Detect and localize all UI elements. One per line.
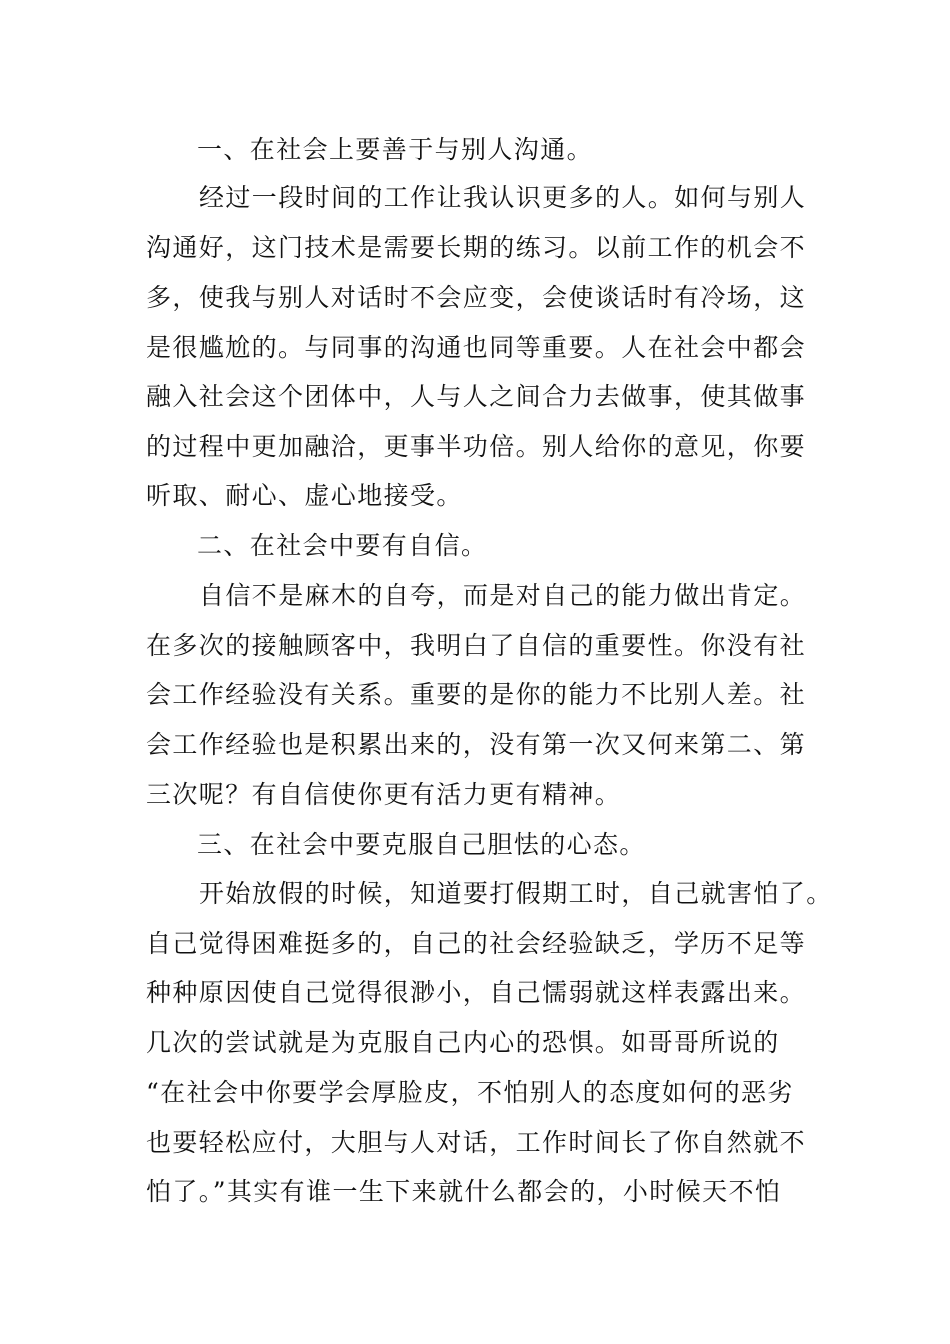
section-heading-3: 三、在社会中要克服自己胆怯的心态。 xyxy=(197,830,646,859)
paragraph-line: 会工作经验也是积累出来的，没有第一次又何来第二、第 xyxy=(146,730,807,759)
paragraph-line: 开始放假的时候，知道要打假期工时，自己就害怕了。 xyxy=(199,879,833,908)
section-heading-2: 二、在社会中要有自信。 xyxy=(197,531,488,560)
paragraph-line: 多，使我与别人对话时不会应变，会使谈话时有冷场，这 xyxy=(146,283,807,312)
paragraph-line: 怕了。”其实有谁一生下来就什么都会的，小时候天不怕 xyxy=(146,1177,782,1206)
section-heading-1: 一、在社会上要善于与别人沟通。 xyxy=(197,135,594,164)
paragraph-line: 经过一段时间的工作让我认识更多的人。如何与别人 xyxy=(199,183,807,212)
paragraph-line: 种种原因使自己觉得很渺小，自己懦弱就这样表露出来。 xyxy=(146,978,807,1007)
paragraph-line: 也要轻松应付，大胆与人对话，工作时间长了你自然就不 xyxy=(146,1128,807,1157)
paragraph-line: 的过程中更加融洽，更事半功倍。别人给你的意见，你要 xyxy=(146,432,807,461)
paragraph-line: 会工作经验没有关系。重要的是你的能力不比别人差。社 xyxy=(146,680,807,709)
paragraph-line: 自信不是麻木的自夸，而是对自己的能力做出肯定。 xyxy=(199,581,807,610)
paragraph-line: 在多次的接触顾客中，我明白了自信的重要性。你没有社 xyxy=(146,631,807,660)
paragraph-line: 听取、耐心、虚心地接受。 xyxy=(146,481,463,510)
paragraph-line: “在社会中你要学会厚脸皮，不怕别人的态度如何的恶劣 xyxy=(146,1078,794,1107)
paragraph-line: 自己觉得困难挺多的，自己的社会经验缺乏，学历不足等 xyxy=(146,929,807,958)
paragraph-line: 是很尴尬的。与同事的沟通也同等重要。人在社会中都会 xyxy=(146,333,807,362)
paragraph-line: 融入社会这个团体中，人与人之间合力去做事，使其做事 xyxy=(146,382,807,411)
paragraph-line: 几次的尝试就是为克服自己内心的恐惧。如哥哥所说的 xyxy=(146,1028,780,1057)
paragraph-line: 沟通好，这门技术是需要长期的练习。以前工作的机会不 xyxy=(146,233,807,262)
paragraph-line: 三次呢？有自信使你更有活力更有精神。 xyxy=(146,780,622,809)
